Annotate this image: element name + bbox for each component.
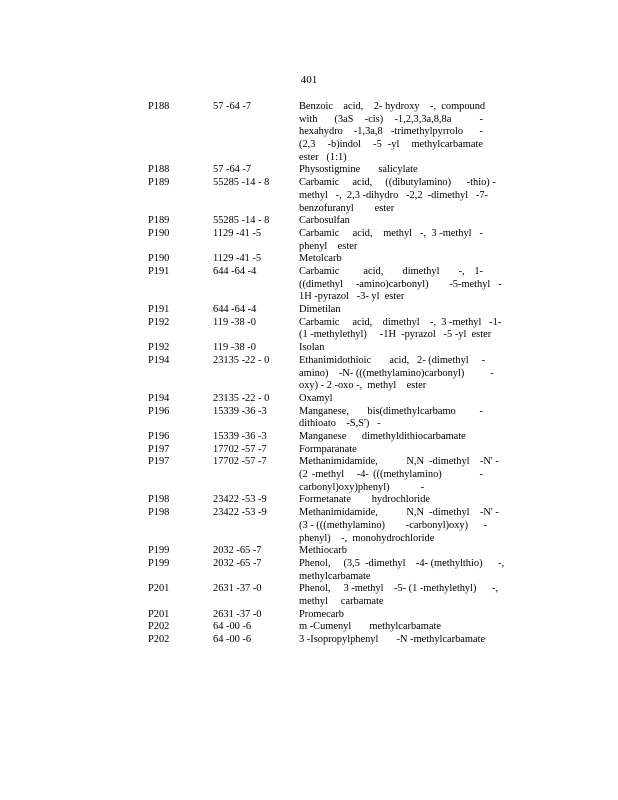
cas-number: 1129 -41 -5 [213, 227, 262, 239]
table-row [148, 621, 483, 634]
cas-number: 23135 -22 - 0 [213, 354, 270, 366]
substance-name-line: amino) -N- (((methylamino)carbonyl) - [299, 367, 494, 379]
waste-code: P196 [148, 430, 170, 442]
table-row [148, 557, 505, 583]
table-row [148, 228, 483, 253]
substance-name-line: 3 -Isopropylphenyl -N -methylcarbamate [299, 634, 486, 646]
substance-name-line: Metolcarb [299, 253, 342, 265]
table-row [148, 393, 483, 406]
substance-name [299, 316, 502, 342]
table-row [148, 545, 483, 558]
substance-name [299, 393, 483, 406]
substance-name-line: phenyl) -, monohydrochloride [299, 532, 435, 544]
cas-number: 23135 -22 - 0 [213, 392, 270, 404]
cas-number: 644 -64 -4 [213, 265, 257, 277]
waste-code: P194 [148, 392, 170, 404]
cas-number: 2032 -65 -7 [213, 557, 262, 569]
substance-name-line: (3 - (((methylamino) -carbonyl)oxy) - [299, 519, 488, 531]
substance-name-line: Carbamic acid, ((dibutylamino) -thio) - [299, 177, 496, 189]
substance-name-line: Methanimidamide, N,N -dimethyl -N' - [299, 507, 499, 519]
substance-name-line: Methiocarb [299, 545, 347, 557]
substance-name [299, 342, 483, 355]
substance-name-line: Formparanate [299, 443, 357, 455]
waste-code: P191 [148, 265, 170, 277]
waste-code: P198 [148, 507, 170, 519]
table-row [148, 634, 486, 647]
substance-name [299, 444, 483, 457]
substance-name-line: phenyl ester [299, 240, 358, 252]
table-row [148, 406, 483, 431]
substance-name [299, 215, 483, 228]
substance-name [299, 494, 483, 507]
substance-name-line: with (3aS -cis) -1,2,3,3a,8,8a - [299, 113, 483, 125]
waste-code: P190 [148, 227, 170, 239]
substance-name-line: Isolan [299, 342, 325, 354]
waste-code: P201 [148, 608, 170, 620]
cas-number: 64 -00 -6 [213, 634, 252, 646]
substance-name-line: Carbamic acid, methyl -, 3 -methyl - [299, 227, 483, 239]
substance-name-line: methyl -, 2,3 -dihydro -2,2 -dimethyl -7- [299, 189, 489, 201]
substance-name-line: (1 -methylethyl) -1H -pyrazol -5 -yl ester [299, 329, 492, 341]
table-row [148, 316, 502, 342]
waste-code: P201 [148, 583, 170, 595]
substance-name [299, 609, 483, 622]
cas-number: 2631 -37 -0 [213, 583, 262, 595]
substance-name [299, 164, 483, 177]
table-row [148, 609, 483, 622]
waste-code: P194 [148, 354, 170, 366]
table-row [148, 304, 483, 317]
cas-number: 17702 -57 -7 [213, 456, 267, 468]
substance-name-line: Manganese dimethyldithiocarbamate [299, 430, 466, 442]
substance-name [299, 228, 483, 253]
substance-name [299, 431, 483, 444]
table-row [148, 444, 483, 457]
cas-number: 57 -64 -7 [213, 164, 252, 176]
waste-code: P192 [148, 316, 170, 328]
substance-name [299, 583, 499, 608]
substance-name-line: Dimetilan [299, 304, 341, 316]
substance-name [299, 177, 496, 215]
table-row [148, 354, 494, 393]
waste-code: P189 [148, 177, 170, 189]
cas-number: 15339 -36 -3 [213, 405, 267, 417]
substance-name [299, 634, 486, 647]
cas-number: 55285 -14 - 8 [213, 215, 270, 227]
substance-name-line: 1H -pyrazol -3- yl ester [299, 291, 405, 303]
cas-number: 64 -00 -6 [213, 621, 252, 633]
table-row [148, 177, 496, 215]
waste-code: P190 [148, 253, 170, 265]
table-row [148, 164, 483, 177]
waste-code: P189 [148, 215, 170, 227]
substance-name-line: Formetanate hydrochloride [299, 494, 430, 506]
cas-number: 2631 -37 -0 [213, 608, 262, 620]
cas-number: 119 -38 -0 [213, 316, 256, 328]
waste-code: P198 [148, 494, 170, 506]
waste-code: P199 [148, 557, 170, 569]
cas-number: 17702 -57 -7 [213, 443, 267, 455]
waste-code: P202 [148, 634, 170, 646]
waste-code: P202 [148, 621, 170, 633]
table-row [148, 215, 483, 228]
substance-name-line: Carbamic acid, dimethyl -, 3 -methyl -1- [299, 316, 502, 328]
substance-name-line: Phenol, (3,5 -dimethyl -4- (methylthio) -, [299, 557, 505, 569]
substance-name [299, 304, 483, 317]
substance-name-line: Carbosulfan [299, 215, 350, 227]
waste-code: P188 [148, 164, 170, 176]
cas-number: 15339 -36 -3 [213, 430, 267, 442]
substance-name-line: benzofuranyl ester [299, 202, 395, 214]
substance-name-line: m -Cumenyl methylcarbamate [299, 621, 441, 633]
table-row [148, 507, 499, 545]
substance-name-line: (2,3 -b)indol -5 -yl methylcarbamate [299, 139, 483, 151]
substance-name [299, 621, 483, 634]
waste-code: P191 [148, 304, 170, 316]
table-row [148, 101, 486, 164]
substance-name-line: Ethanimidothioic acid, 2- (dimethyl - [299, 354, 486, 366]
cas-number: 23422 -53 -9 [213, 494, 267, 506]
waste-code: P197 [148, 456, 170, 468]
substance-name-line: ester (1:1) [299, 151, 347, 163]
table-row [148, 342, 483, 355]
substance-name-line: Methanimidamide, N,N -dimethyl -N' - [299, 456, 499, 468]
substance-name-line: oxy) - 2 -oxo -, methyl ester [299, 380, 427, 392]
cas-number: 57 -64 -7 [213, 101, 252, 112]
substance-name-line: methyl carbamate [299, 595, 384, 607]
substance-name-line: (2 -methyl -4- (((methylamino) - [299, 469, 483, 481]
table-row [148, 456, 499, 494]
substance-name [299, 557, 505, 583]
cas-number: 23422 -53 -9 [213, 507, 267, 519]
table-row [148, 583, 499, 608]
substance-name-line: ((dimethyl -amino)carbonyl) -5-methyl - [299, 278, 502, 290]
hazardous-waste-code-table [148, 101, 505, 647]
substance-name-line: Carbamic acid, dimethyl -, 1- [299, 265, 483, 277]
table-row [148, 494, 483, 507]
substance-name [299, 507, 499, 545]
table-row [148, 431, 483, 444]
waste-code: P188 [148, 101, 170, 112]
table-row [148, 265, 502, 304]
substance-name [299, 456, 499, 494]
waste-code: P192 [148, 342, 170, 354]
waste-code: P196 [148, 405, 170, 417]
substance-name [299, 406, 483, 431]
substance-name [299, 354, 494, 393]
substance-name-line: Promecarb [299, 608, 345, 620]
substance-name-line: methylcarbamate [299, 570, 371, 582]
table-row [148, 253, 483, 266]
substance-name-line: Oxamyl [299, 392, 333, 404]
page-number: 401 [300, 74, 318, 86]
substance-name [299, 265, 502, 304]
cas-number: 644 -64 -4 [213, 304, 257, 316]
substance-name-line: hexahydro -1,3a,8 -trimethylpyrrolo - [299, 126, 483, 138]
cas-number: 55285 -14 - 8 [213, 177, 270, 189]
substance-name [299, 253, 483, 266]
substance-name-line: dithioato -S,S') - [299, 418, 381, 430]
cas-number: 119 -38 -0 [213, 342, 256, 354]
substance-name-line: Manganese, bis(dimethylcarbamo - [299, 405, 483, 417]
substance-name [299, 545, 483, 558]
substance-name-line: Physostigmine salicylate [299, 164, 418, 176]
substance-name-line: carbonyl)oxy)phenyl) - [299, 481, 425, 493]
substance-name-line: Phenol, 3 -methyl -5- (1 -methylethyl) -, [299, 583, 499, 595]
cas-number: 2032 -65 -7 [213, 545, 262, 557]
substance-name-line: Benzoic acid, 2- hydroxy -, compound [299, 101, 486, 112]
cas-number: 1129 -41 -5 [213, 253, 262, 265]
waste-code: P197 [148, 443, 170, 455]
substance-name [299, 101, 486, 164]
waste-code: P199 [148, 545, 170, 557]
